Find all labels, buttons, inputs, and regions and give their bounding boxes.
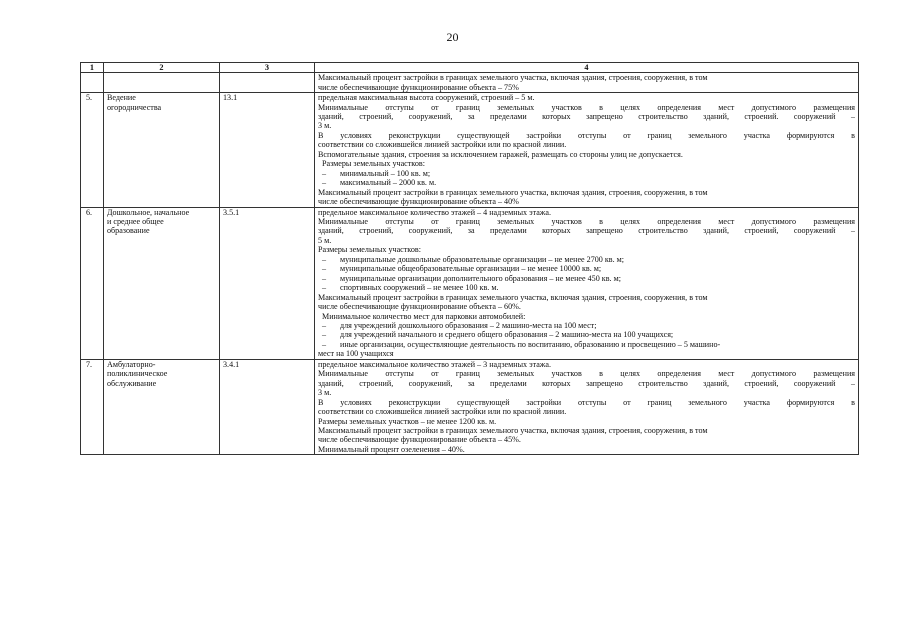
land-use-name <box>104 359 220 455</box>
text-line: Минимальный процент озеленения – 40%. <box>318 444 465 454</box>
dash-marker: – <box>322 264 327 274</box>
land-use-name-line: и среднее общее <box>107 217 164 226</box>
text-line: Максимальный процент застройки в границах земельного участка, включая здания, строения, сооружения, в том <box>318 292 708 302</box>
text-line: соответствии со сложившейся линией застройки или по красной линии. <box>318 140 567 150</box>
row-number <box>81 93 104 207</box>
bullet-text: для учреждений начального и среднего общего образования – 2 машино-места на 100 учащихся; <box>340 330 674 340</box>
dash-marker: – <box>322 339 327 349</box>
text-line: зданий, строений, сооружений, за пределами которых запрещено строительство зданий, строений, сооружений – <box>318 226 855 236</box>
land-use-name-line: Ведение <box>107 93 136 103</box>
bullet-item <box>318 283 855 292</box>
text-line: соответствии со сложившейся линией застройки или по красной линии. <box>318 407 567 417</box>
dash-marker: – <box>322 178 327 188</box>
header-col-3: 3 <box>220 63 315 73</box>
bullet-text: иные организации, осуществляющие деятельность по воспитанию, образованию и просвещению – 5 машино- <box>340 339 721 349</box>
land-use-name-line: Дошкольное, начальное <box>107 207 190 217</box>
text-line: Размеры земельных участков: <box>322 159 425 169</box>
land-use-code <box>220 359 315 455</box>
header-row <box>81 63 859 73</box>
header-col-4: 4 <box>315 63 859 73</box>
text-line: Минимальные отступы от границ земельных участков в целях определения мест допустимого размещения <box>318 217 855 226</box>
land-use-name-line: обслуживание <box>107 378 157 388</box>
text-line: зданий, строений, сооружений, за пределами которых запрещено строительство зданий, строений. сооружений – <box>318 112 855 122</box>
row-number-text: 7. <box>86 359 93 369</box>
parameters-cell <box>315 207 859 359</box>
header-col-1: 1 <box>81 63 104 73</box>
bullet-item <box>318 330 855 339</box>
land-use-name-line: образование <box>107 226 150 236</box>
land-use-name-line: поликлиническое <box>107 369 168 379</box>
continuation-content <box>315 73 859 93</box>
continuation-row <box>81 73 859 93</box>
page-number: 20 <box>446 30 459 44</box>
text-line: Минимальные отступы от границ земельных участков в целях определения мест допустимого размещения <box>318 102 855 112</box>
text-line: Вспомогательные здания, строения за исключением гаражей, размещать со стороны улиц не допускается. <box>318 149 683 159</box>
land-use-name <box>104 207 220 359</box>
text-line: В условиях реконструкции существующей застройки отступы от границ земельного участка формируются в <box>318 397 855 407</box>
text-line: Минимальные отступы от границ земельных участков в целях определения мест допустимого размещения <box>318 369 855 379</box>
text-line: предельное максимальное количество этажей – 4 надземных этажа. <box>318 207 552 217</box>
dash-marker: – <box>322 330 327 340</box>
text-line: Максимальный процент застройки в границах земельного участка, включая здания, строения, сооружения, в том <box>318 425 708 435</box>
bullet-item <box>318 169 855 178</box>
text-line: Максимальный процент застройки в границах земельного участка, включая здания, строения, сооружения, в том <box>318 187 708 197</box>
parameters-cell <box>315 93 859 207</box>
text-line: 3 м. <box>318 388 332 398</box>
bullet-text: максимальный – 2000 кв. м. <box>340 178 437 188</box>
regulations-table <box>80 62 859 455</box>
text-line: Минимальное количество мест для парковки автомобилей: <box>322 311 526 321</box>
text-line: 3 м. <box>318 121 332 131</box>
text-line: Максимальный процент застройки в границах земельного участка, включая здания, строения, сооружения, в том <box>318 73 708 83</box>
bullet-item <box>318 264 855 273</box>
text-line: В условиях реконструкции существующей застройки отступы от границ земельного участка формируются в <box>318 130 855 140</box>
dash-marker: – <box>322 320 327 330</box>
land-use-code <box>220 93 315 207</box>
bullet-item <box>318 340 855 349</box>
row-number-text: 5. <box>86 93 93 103</box>
dash-marker: – <box>322 254 327 264</box>
bullet-text: для учреждений дошкольного образования – 2 машино-места на 100 мест; <box>340 320 597 330</box>
bullet-text: муниципальные общеобразовательные организации – не менее 10000 кв. м; <box>340 264 602 274</box>
land-use-name-line: Амбулаторно- <box>107 359 156 369</box>
text-line: мест на 100 учащихся <box>318 349 394 359</box>
text-line: 5 м. <box>318 235 332 245</box>
row-number-text: 6. <box>86 207 93 217</box>
text-line: числе обеспечивающие функционирование объекта – 75% <box>318 82 519 92</box>
land-use-name-line: огородничества <box>107 102 162 112</box>
bullet-item <box>318 321 855 330</box>
bullet-text: спортивных сооружений – не менее 100 кв. м. <box>340 283 499 293</box>
land-use-code <box>220 207 315 359</box>
text-line: числе обеспечивающие функционирование объекта – 45%. <box>318 435 521 445</box>
continuation-num <box>81 73 104 93</box>
dash-marker: – <box>322 273 327 283</box>
text-line: числе обеспечивающие функционирование объекта – 40% <box>318 197 519 207</box>
bullet-item <box>318 178 855 187</box>
bullet-text: муниципальные организации дополнительного образования – не менее 450 кв. м; <box>340 273 621 283</box>
text-line: зданий, строений, сооружений, за пределами которых запрещено строительство зданий, строений, сооружений – <box>318 378 855 388</box>
bullet-text: муниципальные дошкольные образовательные организации – не менее 2700 кв. м; <box>340 254 625 264</box>
row-number <box>81 359 104 455</box>
land-use-code-text: 3.4.1 <box>223 359 240 369</box>
land-use-name <box>104 93 220 207</box>
bullet-item <box>318 274 855 283</box>
text-line: Размеры земельных участков – не менее 1200 кв. м. <box>318 416 497 426</box>
bullet-text: минимальный – 100 кв. м; <box>340 168 431 178</box>
bullet-item <box>318 255 855 264</box>
land-use-code-text: 3.5.1 <box>223 207 240 217</box>
table-row <box>81 93 859 207</box>
continuation-code <box>220 73 315 93</box>
text-line: Размеры земельных участков: <box>318 245 421 255</box>
header-col-2: 2 <box>104 63 220 73</box>
text-line: предельное максимальное количество этажей – 3 надземных этажа. <box>318 359 552 369</box>
dash-marker: – <box>322 283 327 293</box>
dash-marker: – <box>322 168 327 178</box>
parameters-cell <box>315 359 859 455</box>
land-use-code-text: 13.1 <box>223 93 238 103</box>
text-line: предельная максимальная высота сооружений, строений – 5 м. <box>318 93 535 103</box>
table-row <box>81 207 859 359</box>
table-row <box>81 359 859 455</box>
text-line: числе обеспечивающие функционирование объекта – 60%. <box>318 302 521 312</box>
row-number <box>81 207 104 359</box>
continuation-name <box>104 73 220 93</box>
